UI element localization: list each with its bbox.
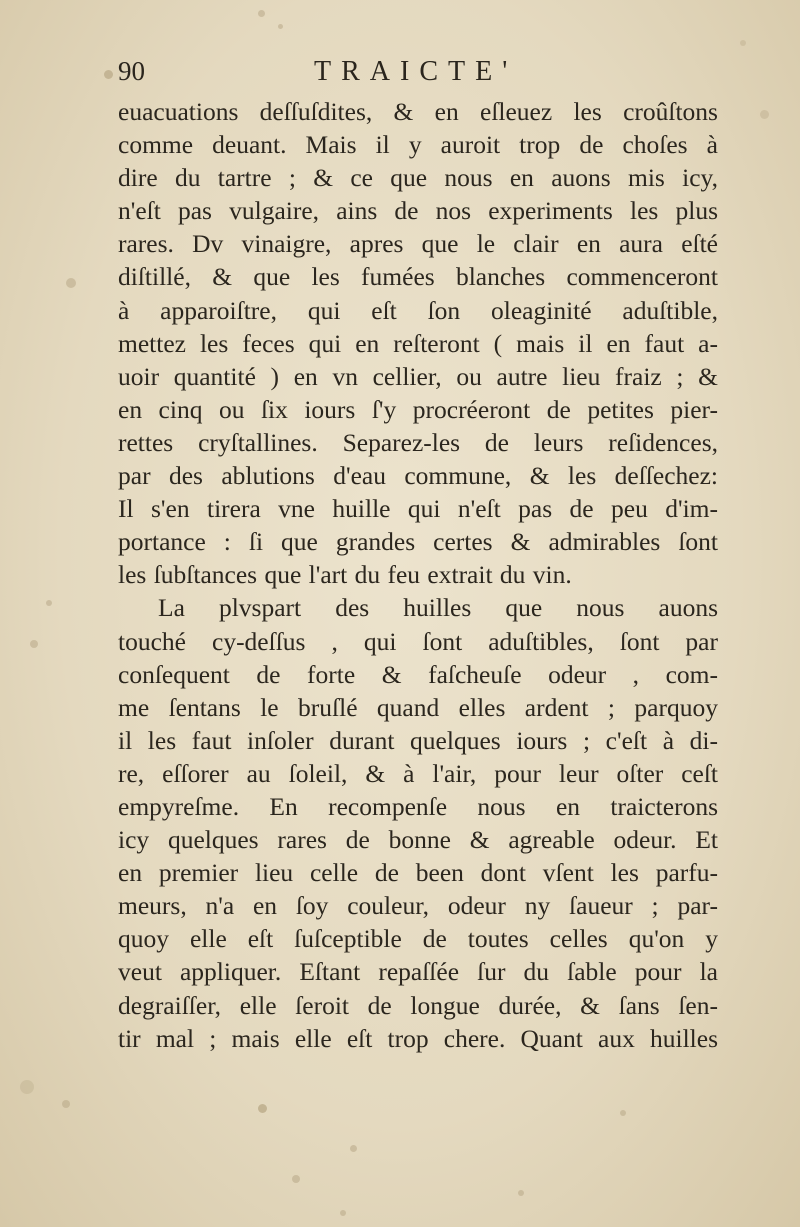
text-line: euacuations deſſuſdites, & en eſleuez les croûſtons bbox=[118, 97, 718, 126]
page-number: 90 bbox=[118, 56, 145, 86]
text-line: comme deuant. Mais il y auroit trop de choſes à bbox=[118, 130, 718, 160]
foxing-spot bbox=[278, 24, 283, 29]
text-line: il les faut inſoler durant quelques iours ; c'eſt à di- bbox=[118, 725, 718, 755]
text-line: conſequent de forte & faſcheuſe odeur , com- bbox=[118, 659, 718, 689]
text-line: empyreſme. En recompenſe nous en traicterons bbox=[118, 791, 718, 821]
foxing-spot bbox=[46, 600, 52, 606]
text-line: La plvspart des huilles que nous auons bbox=[158, 593, 718, 623]
text-line: meurs, n'a en ſoy couleur, odeur ny ſaueur ; par- bbox=[118, 891, 718, 921]
text-line: les ſubſtances que l'art du feu extrait du vin. bbox=[118, 560, 572, 590]
foxing-spot bbox=[620, 1110, 626, 1116]
foxing-spot bbox=[292, 1175, 300, 1183]
text-line: quoy elle eſt ſuſceptible de toutes celles qu'on y bbox=[118, 924, 718, 954]
text-line: en cinq ou ſix iours ſ'y procréeront de petites pier- bbox=[118, 394, 718, 424]
text-line: veut appliquer. Eſtant repaſſée ſur du ſable pour la bbox=[118, 957, 718, 987]
foxing-spot bbox=[258, 1104, 267, 1113]
text-line: me ſentans le bruſlé quand elles ardent ; parquoy bbox=[118, 692, 718, 722]
foxing-spot bbox=[20, 1080, 34, 1094]
text-line: tir mal ; mais elle eſt trop chere. Quant aux huilles bbox=[118, 1023, 718, 1053]
foxing-spot bbox=[350, 1145, 357, 1152]
foxing-spot bbox=[30, 640, 38, 648]
foxing-spot bbox=[340, 1210, 346, 1216]
text-line: degraiſſer, elle ſeroit de longue durée, & ſans ſen- bbox=[118, 990, 718, 1020]
foxing-spot bbox=[66, 278, 76, 288]
text-line: touché cy-deſſus , qui ſont aduſtibles, ſont par bbox=[118, 626, 718, 656]
text-line: icy quelques rares de bonne & agreable odeur. Et bbox=[118, 825, 718, 855]
text-line: à apparoiſtre, qui eſt ſon oleaginité aduſtible, bbox=[118, 295, 718, 325]
text-line: portance : ſi que grandes certes & admirables ſont bbox=[118, 527, 718, 557]
foxing-spot bbox=[258, 10, 265, 17]
text-line: Il s'en tirera vne huille qui n'eſt pas de peu d'im- bbox=[118, 494, 718, 524]
text-line: uoir quantité ) en vn cellier, ou autre lieu fraiz ; & bbox=[118, 361, 718, 391]
text-line: par des ablutions d'eau commune, & les deſſechez: bbox=[118, 461, 718, 491]
foxing-spot bbox=[62, 1100, 70, 1108]
text-line: rares. Dv vinaigre, apres que le clair en aura eſté bbox=[118, 229, 718, 259]
foxing-spot bbox=[760, 110, 769, 119]
text-line: dire du tartre ; & ce que nous en auons mis icy, bbox=[118, 163, 718, 193]
text-line: diſtillé, & que les fumées blanches commenceront bbox=[118, 262, 718, 292]
page-header bbox=[118, 56, 718, 96]
text-line: rettes cryſtallines. Separez-les de leurs reſidences, bbox=[118, 427, 718, 457]
body-text bbox=[118, 95, 718, 1055]
text-line: n'eſt pas vulgaire, ains de nos experiments les plus bbox=[118, 196, 718, 226]
foxing-spot bbox=[740, 40, 746, 46]
text-line: re, eſſorer au ſoleil, & à l'air, pour leur oſter ceſt bbox=[118, 758, 718, 788]
text-line: mettez les feces qui en reſteront ( mais il en faut a- bbox=[118, 328, 718, 358]
foxing-spot bbox=[104, 70, 113, 79]
running-title: TRAICTE' bbox=[314, 56, 518, 87]
text-line: en premier lieu celle de been dont vſent les parfu- bbox=[118, 858, 718, 888]
foxing-spot bbox=[518, 1190, 524, 1196]
